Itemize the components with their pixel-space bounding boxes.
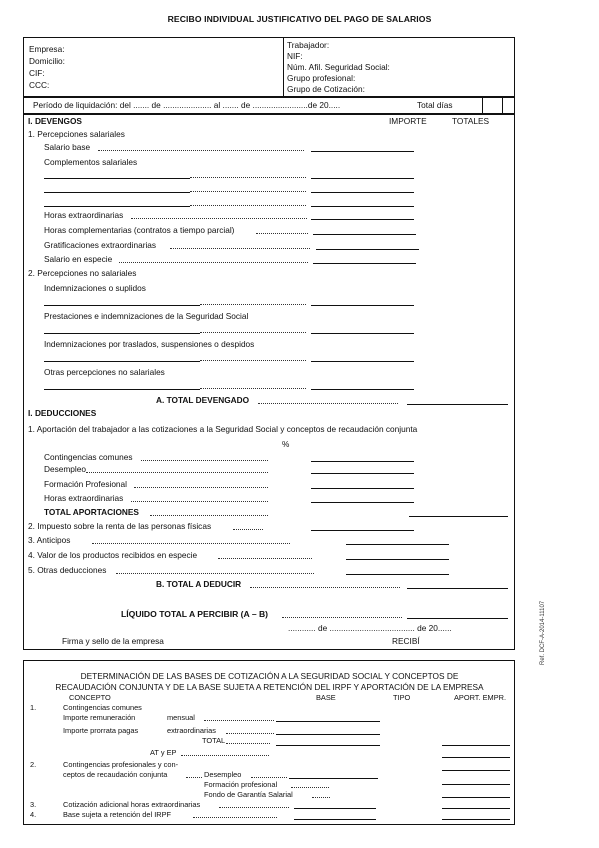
aport-line <box>442 819 510 820</box>
extraordinarias-label: extraordinarias <box>167 726 216 735</box>
desempleo-bases-label: Desempleo <box>204 770 242 779</box>
deducciones-heading: DEDUCCIONES <box>34 408 97 418</box>
leader-dots <box>250 587 400 588</box>
importe-header: IMPORTE <box>389 116 427 126</box>
leader-dots <box>186 777 202 778</box>
base-irpf-label: Base sujeta a retención del IRPF <box>63 810 172 819</box>
cif-label: CIF: <box>29 68 45 78</box>
devengos-num: I. <box>28 116 33 126</box>
divider <box>482 97 483 114</box>
traslados-label: Indemnizaciones por traslados, suspensiones o despidos <box>44 339 255 349</box>
base-line <box>276 734 380 735</box>
leader-dots <box>190 205 306 206</box>
leader-dots <box>219 807 289 808</box>
num-4: 4. <box>30 810 37 819</box>
no-salariales: 2. Percepciones no salariales <box>28 268 137 278</box>
num-3: 3. <box>30 800 37 809</box>
percepciones-salariales: 1. Percepciones salariales <box>28 129 125 139</box>
aportacion-label: 1. Aportación del trabajador a las cotizaciones a la Seguridad Social y conceptos de recaudación conjunta <box>28 424 418 434</box>
atep-label: AT y EP <box>150 748 177 757</box>
amount-line <box>311 178 414 179</box>
blank-line <box>44 361 200 362</box>
cont-prof-line2: ceptos de recaudación conjunta <box>63 770 168 779</box>
leader-dots <box>190 191 306 192</box>
leader-dots <box>226 743 270 744</box>
liquido-label: LÍQUIDO TOTAL A PERCIBIR (A – B) <box>121 609 269 619</box>
anticipos-label: 3. Anticipos <box>28 535 71 545</box>
bases-title-line1: DETERMINACIÓN DE LAS BASES DE COTIZACIÓN A LA SEGURIDAD SOCIAL Y CONCEPTOS DE <box>80 671 459 681</box>
leader-dots <box>119 262 308 263</box>
gratificaciones-label: Gratificaciones extraordinarias <box>44 240 157 250</box>
fecha-text: ............ de ..................................... de 20...... <box>288 623 452 633</box>
amount-line <box>311 488 414 489</box>
blank-line <box>44 192 190 193</box>
irpf-label: 2. Impuesto sobre la renta de las personas físicas <box>28 521 212 531</box>
amount-line <box>313 234 416 235</box>
total-line <box>409 516 508 517</box>
totales-header: TOTALES <box>452 116 490 126</box>
grupo-cotizacion-label: Grupo de Cotización: <box>287 84 365 94</box>
leader-dots <box>200 304 306 305</box>
leader-dots <box>282 617 402 618</box>
total-line <box>407 404 508 405</box>
divider <box>502 97 503 114</box>
cotiz-adicional-label: Cotización adicional horas extraordinarias <box>63 800 201 809</box>
leader-dots <box>150 515 268 516</box>
amount-line <box>346 559 449 560</box>
amount-line <box>311 361 414 362</box>
leader-dots <box>193 817 277 818</box>
page-title: RECIBO INDIVIDUAL JUSTIFICATIVO DEL PAGO DE SALARIOS <box>167 14 432 24</box>
leader-dots <box>200 332 306 333</box>
ccc-label: CCC: <box>29 80 50 90</box>
domicilio-label: Domicilio: <box>29 56 65 66</box>
leader-dots <box>131 218 307 219</box>
blank-line <box>44 178 190 179</box>
amount-line <box>311 389 414 390</box>
amount-line <box>311 206 414 207</box>
horas-compl-label: Horas complementarias (contratos a tiempo parcial) <box>44 225 235 235</box>
leader-dots <box>258 403 398 404</box>
total-deducir-label: B. TOTAL A DEDUCIR <box>156 579 242 589</box>
leader-dots <box>98 150 304 151</box>
side-reference-code: Ref. DCF-A-2014-11107 <box>540 600 546 665</box>
total-aportaciones-label: TOTAL APORTACIONES <box>44 507 139 517</box>
aport-line <box>442 770 510 771</box>
leader-dots <box>226 733 274 734</box>
total-dias-label: Total días <box>417 100 453 110</box>
grupo-profesional-label: Grupo profesional: <box>287 73 356 83</box>
blank-line <box>44 206 190 207</box>
leader-dots <box>116 573 314 574</box>
header-info-box <box>23 37 515 97</box>
amount-line <box>346 544 449 545</box>
aport-line <box>442 784 510 785</box>
otras-deducciones-label: 5. Otras deducciones <box>28 565 107 575</box>
leader-dots <box>204 720 274 721</box>
indemnizaciones-label: Indemnizaciones o suplidos <box>44 283 146 293</box>
afiliacion-label: Núm. Afil. Seguridad Social: <box>287 62 390 72</box>
salario-base-label: Salario base <box>44 142 91 152</box>
amount-line <box>311 192 414 193</box>
otras-percepciones-label: Otras percepciones no salariales <box>44 367 165 377</box>
amount-line <box>311 473 414 474</box>
amount-line <box>311 461 414 462</box>
num-2: 2. <box>30 760 37 769</box>
base-line <box>294 819 376 820</box>
leader-dots <box>291 787 329 788</box>
aport-line <box>442 757 510 758</box>
firma-label: Firma y sello de la empresa <box>62 636 164 646</box>
leader-dots <box>170 248 310 249</box>
aport-line <box>442 797 510 798</box>
mensual-label: mensual <box>167 713 195 722</box>
nif-label: NIF: <box>287 51 303 61</box>
leader-dots <box>218 558 312 559</box>
leader-dots <box>92 543 290 544</box>
leader-dots <box>131 501 268 502</box>
leader-dots <box>181 755 269 756</box>
leader-dots <box>86 472 268 473</box>
concepto-header: CONCEPTO <box>69 693 111 702</box>
blank-line <box>44 333 200 334</box>
recibi-label: RECIBÍ <box>392 636 420 646</box>
num-1: 1. <box>30 703 37 712</box>
leader-dots <box>251 777 287 778</box>
fogasa-label: Fondo de Garantía Salarial <box>204 790 293 799</box>
amount-line <box>311 333 414 334</box>
importe-rem-label: Importe remuneración <box>63 713 136 722</box>
base-line <box>276 721 380 722</box>
prorrata-label: Importe prorrata pagas <box>63 726 139 735</box>
amount-line <box>311 219 414 220</box>
valor-label: 4. Valor de los productos recibidos en especie <box>28 550 198 560</box>
horas-label: Horas extraordinarias <box>44 493 124 503</box>
periodo-text: Período de liquidación: del ....... de ..................... al ....... de ........................de 20..... <box>33 100 341 110</box>
base-header: BASE <box>316 693 336 702</box>
prestaciones-label: Prestaciones e indemnizaciones de la Seguridad Social <box>44 311 249 321</box>
blank-line <box>44 389 200 390</box>
leader-dots <box>200 360 306 361</box>
blank-line <box>44 305 200 306</box>
base-line <box>294 808 376 809</box>
percent-sign: % <box>282 439 290 449</box>
empresa-label: Empresa: <box>29 44 65 54</box>
complementos-label: Complementos salariales <box>44 157 138 167</box>
amount-line <box>311 502 414 503</box>
desempleo-label: Desempleo <box>44 464 86 474</box>
divider <box>283 37 284 97</box>
leader-dots <box>141 460 268 461</box>
leader-dots <box>256 233 308 234</box>
bases-title-line2: RECAUDACIÓN CONJUNTA Y DE LA BASE SUJETA A RETENCIÓN DEL IRPF Y APORTACIÓN DE LA EMPRESA <box>55 682 484 692</box>
aport-line <box>442 808 510 809</box>
contingencias-label: Contingencias comunes <box>44 452 133 462</box>
leader-dots <box>190 177 306 178</box>
total-line <box>407 588 508 589</box>
aport-header: APORT. EMPR. <box>454 693 507 702</box>
devengos-heading: DEVENGOS <box>34 116 82 126</box>
base-line <box>276 745 380 746</box>
amount-line <box>316 249 419 250</box>
amount-line <box>346 574 449 575</box>
total-devengado-label: A. TOTAL DEVENGADO <box>156 395 250 405</box>
total-label: TOTAL <box>202 736 226 745</box>
aport-line <box>442 745 510 746</box>
leader-dots <box>134 487 268 488</box>
base-line <box>289 778 378 779</box>
tipo-header: TIPO <box>393 693 411 702</box>
amount-line <box>313 263 416 264</box>
contingencias-comunes-label: Contingencias comunes <box>63 703 142 712</box>
total-line <box>407 618 508 619</box>
cont-prof-line1: Contingencias profesionales y con- <box>63 760 179 769</box>
salario-especie-label: Salario en especie <box>44 254 113 264</box>
amount-line <box>311 151 414 152</box>
leader-dots <box>312 797 330 798</box>
formacion-bases-label: Formación profesional <box>204 780 278 789</box>
leader-dots <box>200 388 306 389</box>
formacion-label: Formación Profesional <box>44 479 128 489</box>
leader-dots <box>233 529 263 530</box>
trabajador-label: Trabajador: <box>287 40 330 50</box>
horas-extra-label: Horas extraordinarias <box>44 210 124 220</box>
amount-line <box>311 305 414 306</box>
amount-line <box>311 530 414 531</box>
deducciones-num: I. <box>28 408 33 418</box>
